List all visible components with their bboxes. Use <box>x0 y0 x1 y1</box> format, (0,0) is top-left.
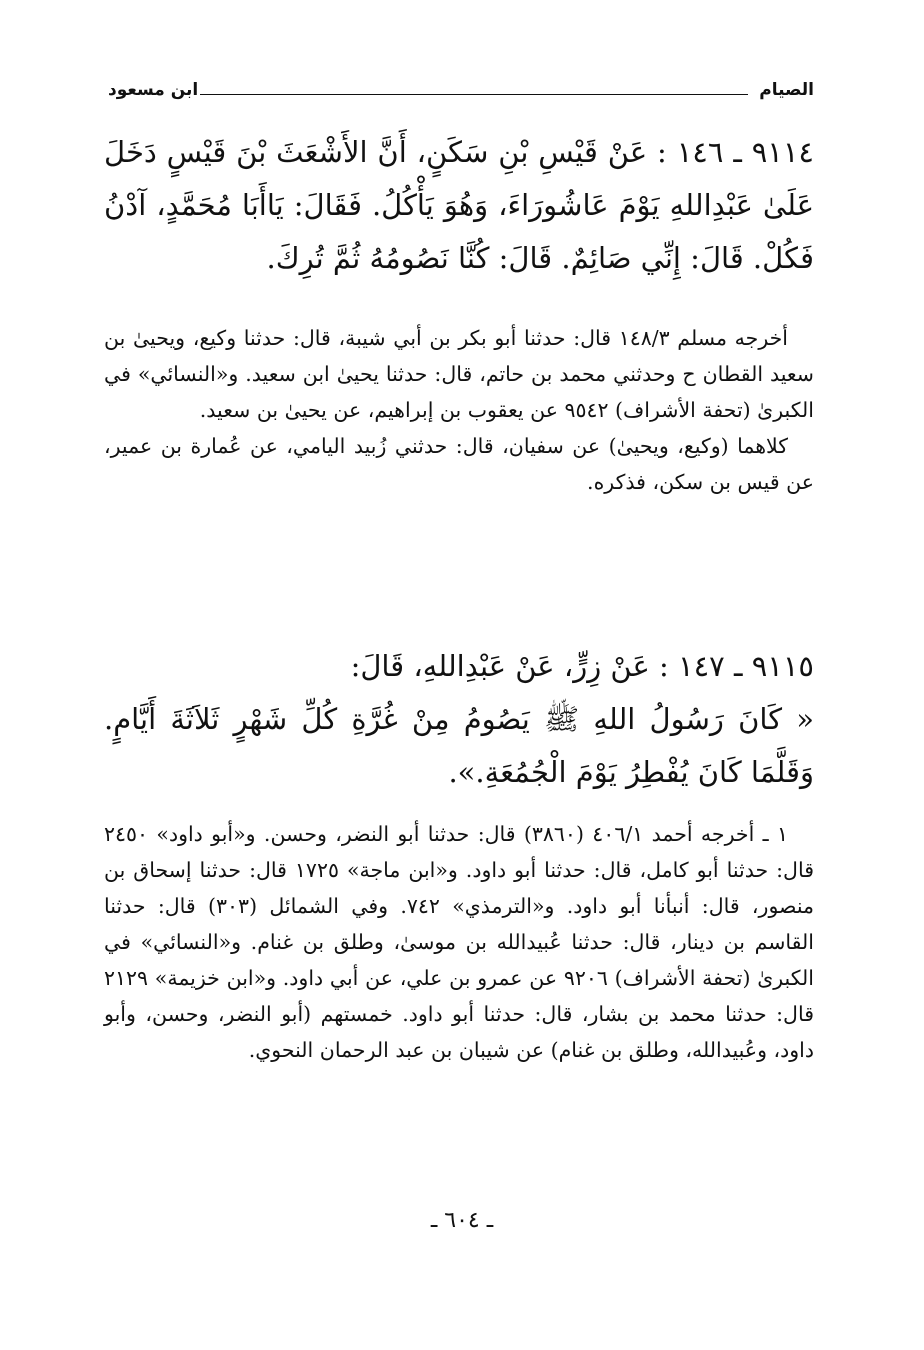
hadith-9114 <box>104 126 814 285</box>
commentary-paragraph: كلاهما (وكيع، ويحيىٰ) عن سفيان، قال: حدثني زُبيد اليامي، عن عُمارة بن عمير، عن قيس بن سكن، فذكره. <box>104 434 814 494</box>
running-header <box>108 76 814 104</box>
header-rule <box>200 94 748 95</box>
commentary-paragraph: أخرجه مسلم ١٤٨/٣ قال: حدثنا أبو بكر بن أبي شيبة، قال: حدثنا وكيع، ويحيىٰ بن سعيد القطان ح وحدثني محمد بن حاتم، قال: حدثنا يحيىٰ ابن سعيد. و«النسائي» في الكبرىٰ (تحفة الأشراف) ٩٥٤٢ عن يعقوب بن إبراهيم، عن يحيىٰ بن سعيد. <box>104 326 814 422</box>
hadith-number: ٩١١٤ ـ ١٤٦ : <box>657 135 815 169</box>
commentary-9115 <box>104 816 814 1068</box>
commentary-paragraph: ١ ـ أخرجه أحمد ٤٠٦/١ (٣٨٦٠) قال: حدثنا أبو النضر، وحسن. و«أبو داود» ٢٤٥٠ قال: حدثنا أبو كامل، قال: حدثنا أبو داود. و«ابن ماجة» ١٧٢٥ قال: حدثنا إسحاق بن منصور، قال: أنبأنا أبو داود. و«الترمذي» ٧٤٢. وفي الشمائل (٣٠٣) قال: حدثنا القاسم بن دينار، قال: حدثنا عُبيدالله بن موسىٰ، وطلق بن غنام. و«النسائي» في الكبرىٰ (تحفة الأشراف) ٩٢٠٦ عن عمرو بن علي، عن أبي داود. و«ابن خزيمة» ٢١٢٩ قال: حدثنا محمد بن بشار، قال: حدثنا أبو داود. خمستهم (أبو النضر، وحسن، وأبو داود، وعُبيدالله، وطلق بن غنام) عن شيبان بن عبد الرحمان النحوي. <box>104 822 814 1062</box>
hadith-text: عَنْ قَيْسِ بْنِ سَكَنٍ، أَنَّ الأَشْعَثَ بْنَ قَيْسٍ دَخَلَ عَلَىٰ عَبْدِاللهِ يَوْمَ عَاشُورَاءَ، وَهُوَ يَأْكُلُ. فَقَالَ: يَاأَبَا مُحَمَّدٍ، آدْنُ فَكُلْ. قَالَ: إِنِّي صَائِمٌ. قَالَ: كُنَّا نَصُومُهُ ثُمَّ تُرِكَ. <box>104 135 814 275</box>
hadith-text: « كَانَ رَسُولُ اللهِ ﷺ يَصُومُ مِنْ غُرَّةِ كُلِّ شَهْرٍ ثَلاَثَةَ أَيَّامٍ. وَقَلَّمَا كَانَ يُفْطِرُ يَوْمَ الْجُمُعَةِ.». <box>104 702 814 789</box>
hadith-intro: عَنْ زِرٍّ، عَنْ عَبْدِاللهِ، قَالَ: <box>350 649 650 683</box>
page-number: ـ ٦٠٤ ـ <box>430 1208 494 1233</box>
hadith-9115 <box>104 640 814 799</box>
hadith-number: ٩١١٥ ـ ١٤٧ : <box>659 649 814 683</box>
chapter-title: الصيام <box>759 80 814 100</box>
commentary-9114 <box>104 320 814 500</box>
narrator-name: ابن مسعود <box>108 80 199 100</box>
